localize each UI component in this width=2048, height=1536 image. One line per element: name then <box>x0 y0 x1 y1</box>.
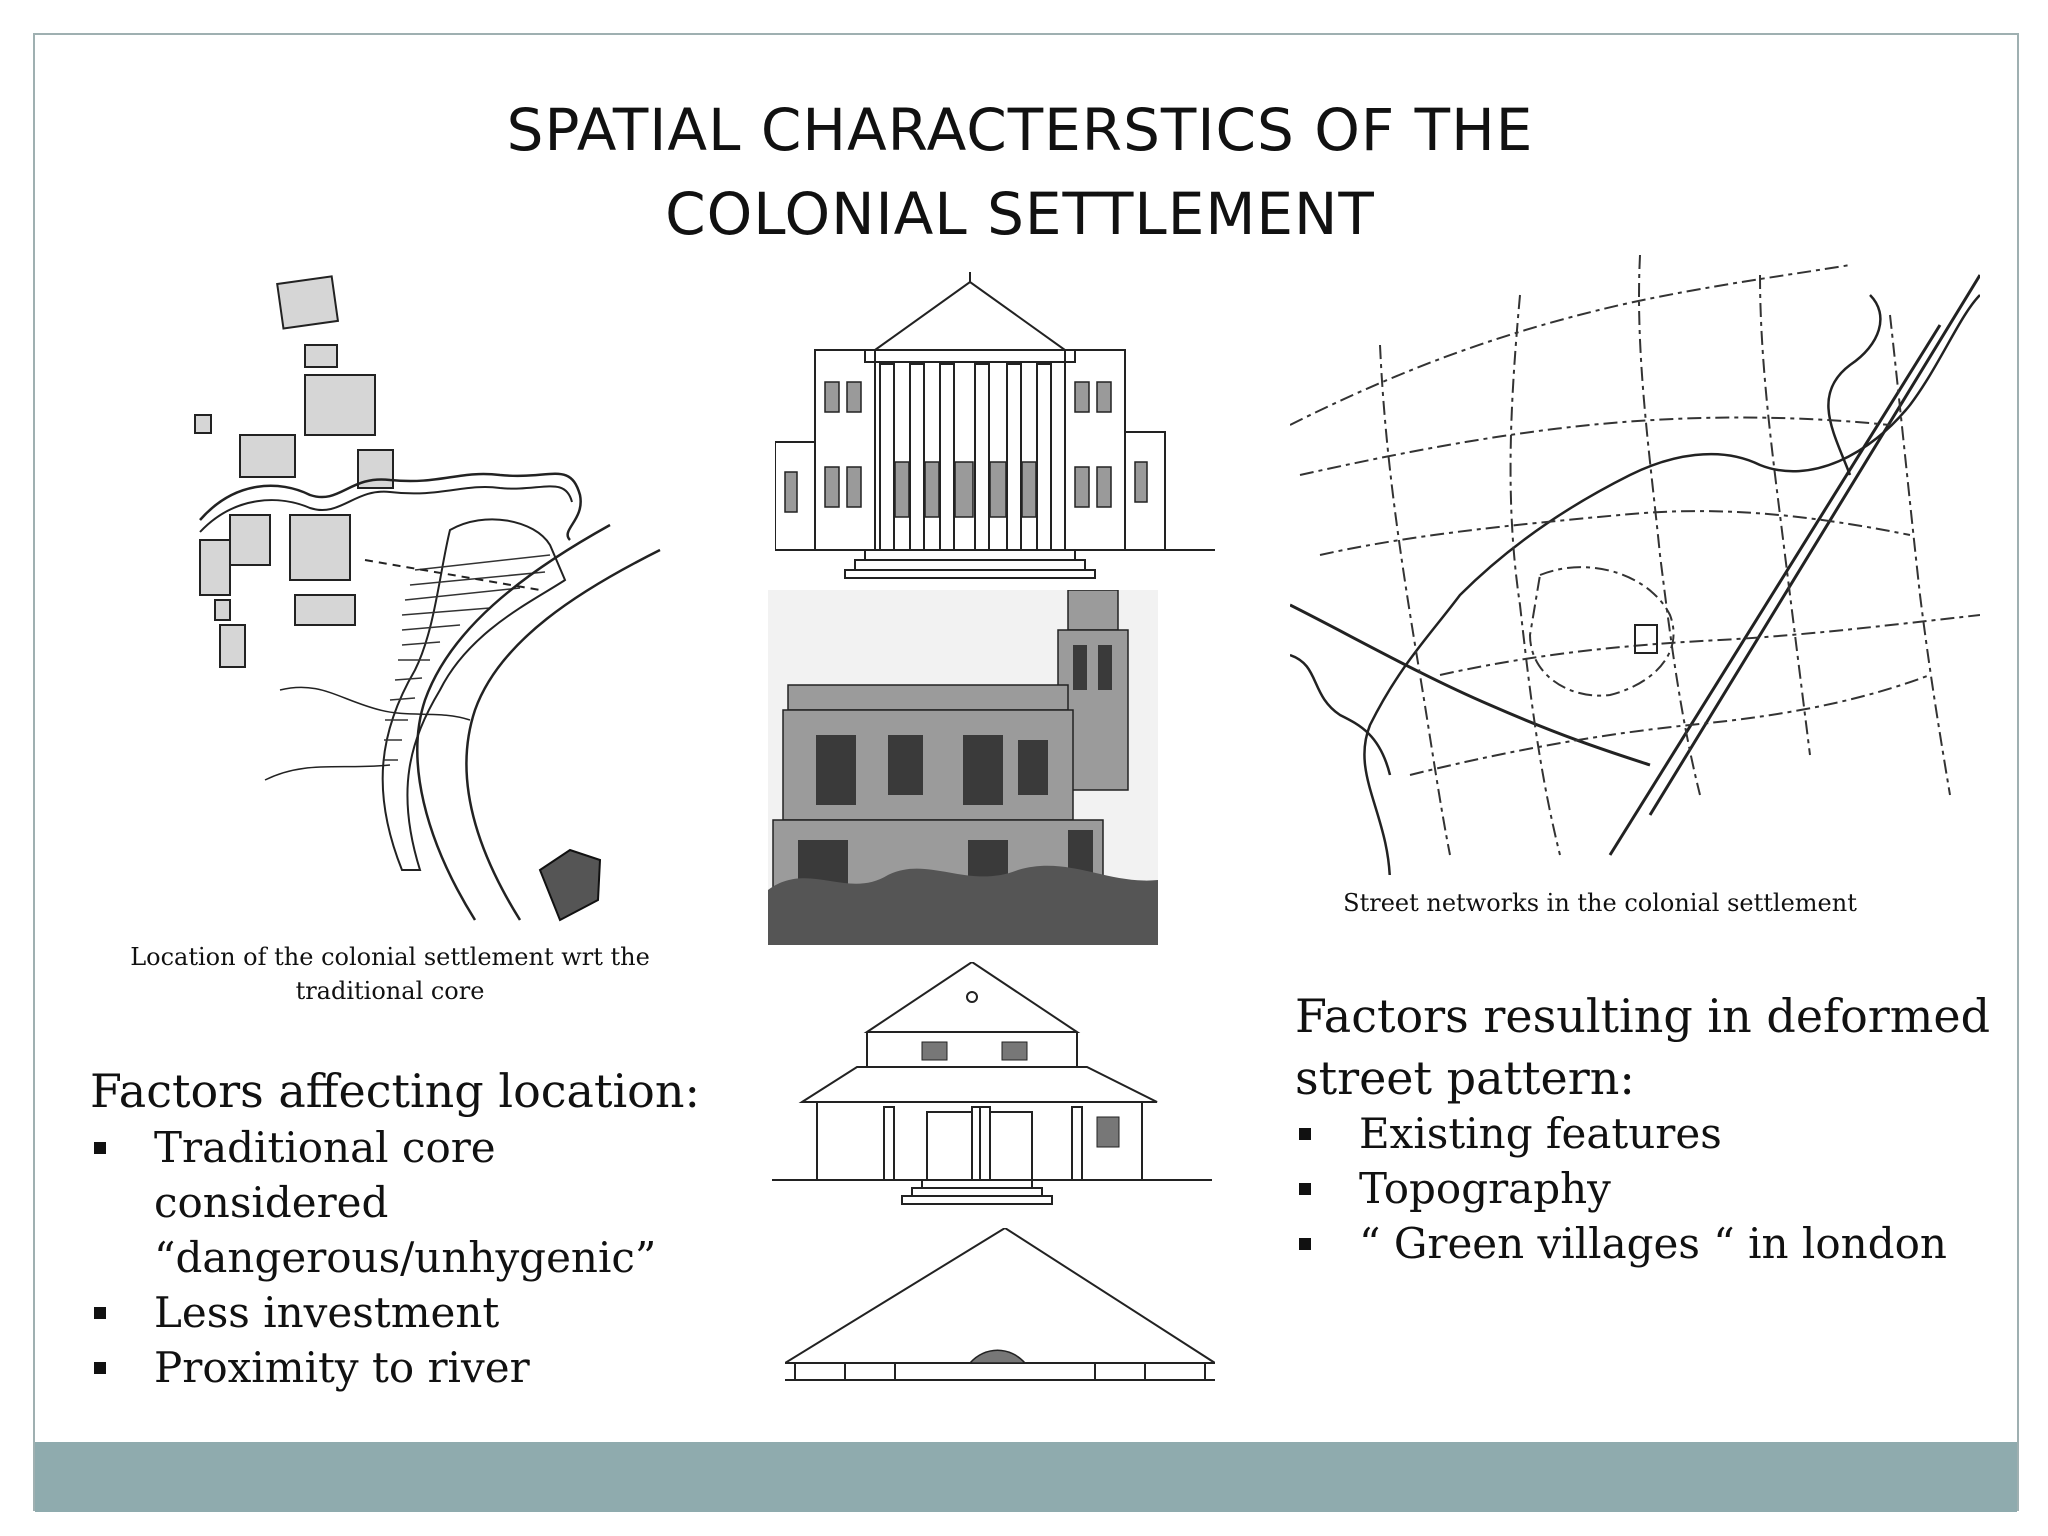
slide-title <box>380 88 1660 256</box>
street-network-caption: Street networks in the colonial settlement <box>1343 889 1857 917</box>
footer-bar <box>35 1442 2017 1512</box>
map-caption <box>95 940 685 1008</box>
list-item: Topography <box>1295 1161 1995 1216</box>
street-pattern-factors-heading <box>1295 985 1990 1109</box>
list-item: Traditional core considered <box>90 1120 740 1230</box>
title-line-1: SPATIAL CHARACTERSTICS OF THE <box>506 96 1534 164</box>
bullet-square-icon <box>94 1142 106 1154</box>
location-factors-heading: Factors affecting location: <box>90 1064 700 1118</box>
street-network-map <box>1290 255 1980 875</box>
location-factors-list <box>90 1120 740 1395</box>
street-pattern-factors-list <box>1295 1106 1995 1271</box>
bullet-square-icon <box>94 1362 106 1374</box>
bullet-square-icon <box>1299 1128 1311 1140</box>
neoclassical-building-sketch <box>775 272 1225 582</box>
street-pattern-heading-line-1: Factors resulting in deformed <box>1295 989 1991 1043</box>
list-item: Less investment <box>90 1285 740 1340</box>
map-caption-line-2: traditional core <box>295 977 485 1005</box>
list-item: “ Green villages “ in london <box>1295 1216 1995 1271</box>
map-caption-line-1: Location of the colonial settlement wrt the <box>130 943 650 971</box>
list-item: Proximity to river <box>90 1340 740 1395</box>
list-item: Existing features <box>1295 1106 1995 1161</box>
low-roof-building-sketch <box>785 1228 1215 1383</box>
bullet-square-icon <box>1299 1238 1311 1250</box>
title-line-2: COLONIAL SETTLEMENT <box>665 180 1375 248</box>
list-item: “dangerous/unhygenic” <box>154 1233 657 1282</box>
settlement-location-map <box>140 270 700 930</box>
bungalow-sketch <box>772 962 1212 1212</box>
colonial-mansion-sketch <box>768 590 1158 945</box>
bullet-square-icon <box>94 1307 106 1319</box>
bullet-square-icon <box>1299 1183 1311 1195</box>
street-pattern-heading-line-2: street pattern: <box>1295 1051 1635 1105</box>
